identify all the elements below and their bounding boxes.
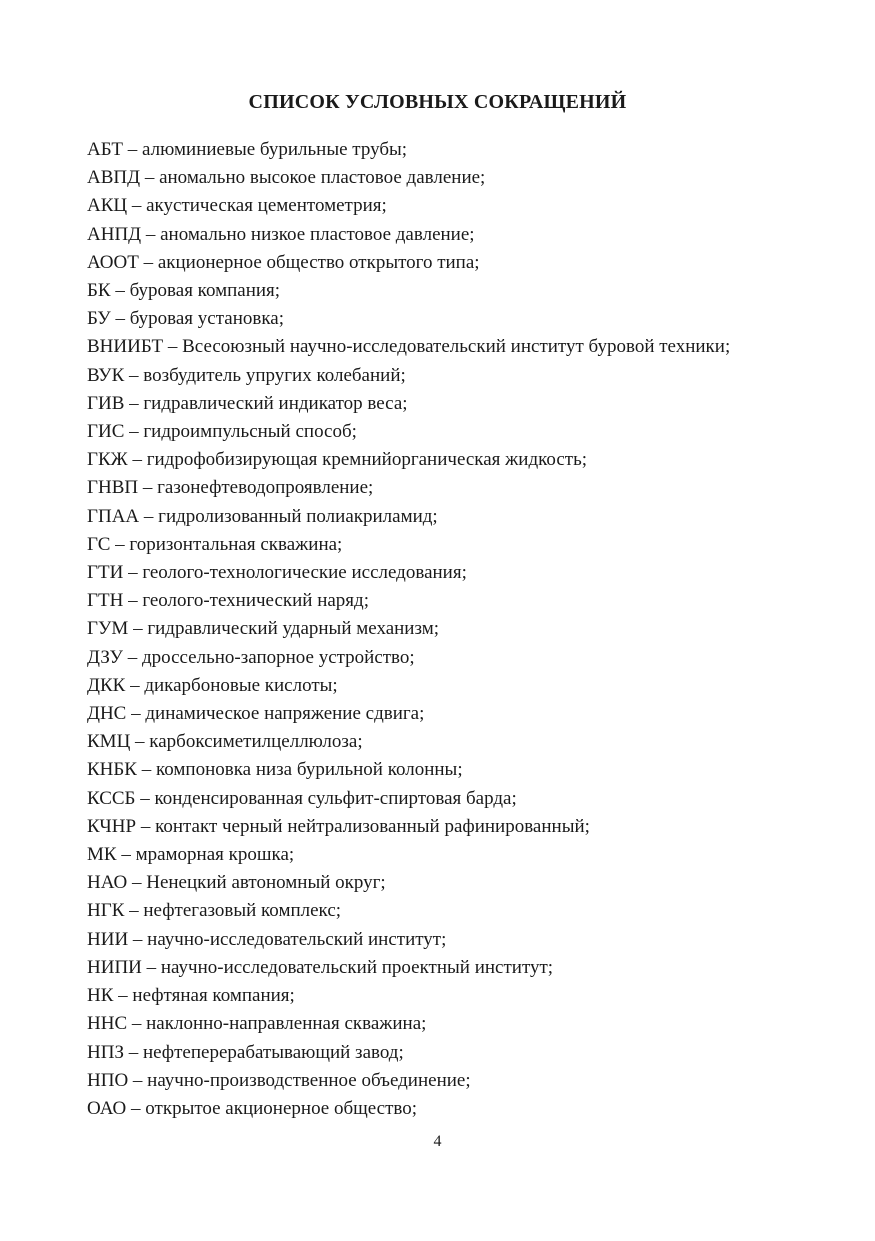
abbreviation-entry xyxy=(87,672,730,700)
abbreviation-definition: гидроимпульсный способ; xyxy=(143,421,357,443)
abbreviation-separator: – xyxy=(127,1013,147,1035)
abbreviation-separator: – xyxy=(128,1069,148,1091)
abbreviation-entry xyxy=(87,897,730,925)
abbreviation-definition: аномально низкое пластовое давление; xyxy=(160,223,475,245)
abbreviation-term: НПО xyxy=(87,1069,129,1091)
abbreviation-term: КССБ xyxy=(87,787,136,809)
abbreviation-term: ГПАА xyxy=(87,505,140,527)
abbreviation-term: НАО xyxy=(87,872,128,894)
abbreviation-term: ГТИ xyxy=(87,562,124,584)
abbreviation-separator: – xyxy=(124,421,144,443)
abbreviation-separator: – xyxy=(163,336,183,358)
abbreviation-entry xyxy=(87,362,730,390)
abbreviation-entry xyxy=(87,164,730,192)
abbreviation-term: ГКЖ xyxy=(87,449,128,471)
abbreviation-entry xyxy=(87,1095,730,1123)
abbreviation-entry xyxy=(87,559,730,587)
abbreviation-definition: буровая установка; xyxy=(129,308,284,330)
abbreviation-term: АНПД xyxy=(87,223,142,245)
abbreviation-definition: дикарбоновые кислоты; xyxy=(144,674,338,696)
abbreviation-separator: – xyxy=(127,449,147,471)
abbreviation-entry xyxy=(87,587,730,615)
abbreviation-separator: – xyxy=(127,872,147,894)
abbreviation-entry xyxy=(87,305,730,333)
abbreviation-separator: – xyxy=(136,815,156,837)
abbreviation-definition: нефтяная компания; xyxy=(132,985,295,1007)
abbreviation-definition: акустическая цементометрия; xyxy=(146,195,387,217)
abbreviation-entry xyxy=(87,954,730,982)
abbreviation-entry xyxy=(87,418,730,446)
abbreviation-separator: – xyxy=(128,928,148,950)
abbreviation-definition: Всесоюзный научно-исследовательский институт буровой техники; xyxy=(182,336,731,358)
abbreviation-definition: нефтегазовый комплекс; xyxy=(143,900,342,922)
abbreviation-separator: – xyxy=(135,787,155,809)
abbreviation-definition: Ненецкий автономный округ; xyxy=(146,872,386,894)
abbreviation-definition: горизонтальная скважина; xyxy=(129,533,343,555)
abbreviation-definition: гидрофобизирующая кремнийорганическая жидкость; xyxy=(146,449,588,471)
abbreviation-separator: – xyxy=(123,590,143,612)
abbreviation-definition: нефтеперерабатывающий завод; xyxy=(142,1041,404,1063)
abbreviation-entry xyxy=(87,136,730,164)
abbreviation-definition: алюминиевые бурильные трубы; xyxy=(142,139,408,160)
abbreviation-separator: – xyxy=(141,956,161,978)
page-number: 4 xyxy=(433,1133,442,1150)
abbreviation-separator: – xyxy=(130,731,150,753)
abbreviation-entry xyxy=(87,249,730,277)
abbreviation-separator: – xyxy=(128,618,148,640)
abbreviation-entry xyxy=(87,1067,730,1095)
abbreviation-entry xyxy=(87,785,730,813)
abbreviation-separator: – xyxy=(123,562,143,584)
abbreviation-term: НК xyxy=(87,985,114,1007)
abbreviation-entry xyxy=(87,531,730,559)
abbreviation-separator: – xyxy=(138,477,158,499)
abbreviation-term: ДЗУ xyxy=(87,646,123,668)
abbreviation-definition: аномально высокое пластовое давление; xyxy=(159,167,486,189)
abbreviation-separator: – xyxy=(141,223,161,245)
abbreviation-entry xyxy=(87,756,730,784)
abbreviation-entry xyxy=(87,446,730,474)
abbreviation-separator: – xyxy=(136,759,156,781)
abbreviation-term: НИПИ xyxy=(87,956,142,978)
abbreviation-entry xyxy=(87,192,730,220)
abbreviation-term: АООТ xyxy=(87,251,139,273)
abbreviation-entry xyxy=(87,728,730,756)
abbreviation-definition: динамическое напряжение сдвига; xyxy=(145,703,425,725)
abbreviation-definition: геолого-технологические исследования; xyxy=(142,562,467,584)
abbreviation-separator: – xyxy=(113,985,133,1007)
abbreviation-definition: открытое акционерное общество; xyxy=(145,1097,418,1119)
abbreviation-separator: – xyxy=(122,646,142,668)
abbreviation-term: ГУМ xyxy=(87,618,129,640)
abbreviation-entry xyxy=(87,1010,730,1038)
abbreviation-separator: – xyxy=(124,364,144,386)
abbreviation-separator: – xyxy=(127,195,147,217)
abbreviation-entry xyxy=(87,390,730,418)
abbreviation-entry xyxy=(87,277,730,305)
abbreviation-separator: – xyxy=(126,703,146,725)
abbreviation-definition: карбоксиметилцеллюлоза; xyxy=(149,731,363,753)
abbreviation-term: КМЦ xyxy=(87,731,131,753)
abbreviation-term: МК xyxy=(87,844,117,866)
abbreviation-separator: – xyxy=(116,844,136,866)
abbreviation-entry xyxy=(87,221,730,249)
abbreviation-definition: научно-исследовательский институт; xyxy=(147,928,447,950)
abbreviation-term: ОАО xyxy=(87,1097,127,1119)
abbreviation-entry xyxy=(87,333,730,361)
abbreviation-term: ДНС xyxy=(87,703,127,725)
abbreviation-definition: буровая компания; xyxy=(129,280,281,302)
abbreviation-entry xyxy=(87,982,730,1010)
abbreviation-definition: гидролизованный полиакриламид; xyxy=(158,505,438,527)
abbreviation-term: ГИС xyxy=(87,421,125,443)
abbreviation-term: ДКК xyxy=(87,674,126,696)
abbreviation-term: ВНИИБТ xyxy=(87,336,164,358)
abbreviation-entry xyxy=(87,700,730,728)
abbreviation-term: ГНВП xyxy=(87,477,139,499)
abbreviation-term: КНБК xyxy=(87,759,137,781)
abbreviation-definition: научно-производственное объединение; xyxy=(147,1069,471,1091)
abbreviation-entry xyxy=(87,926,730,954)
abbreviation-term: НГК xyxy=(87,900,125,922)
abbreviation-separator: – xyxy=(124,900,144,922)
abbreviation-entry xyxy=(87,474,730,502)
abbreviation-term: БУ xyxy=(87,308,111,330)
abbreviation-separator: – xyxy=(124,392,144,414)
abbreviation-term: ГС xyxy=(87,533,111,555)
abbreviation-entry xyxy=(87,1039,730,1067)
abbreviation-separator: – xyxy=(140,167,160,189)
abbreviation-definition: мраморная крошка; xyxy=(135,844,295,866)
abbreviation-definition: контакт черный нейтрализованный рафинированный; xyxy=(155,815,590,837)
abbreviation-definition: компоновка низа бурильной колонны; xyxy=(155,759,463,781)
abbreviation-definition: возбудитель упругих колебаний; xyxy=(143,364,406,386)
abbreviation-separator: – xyxy=(110,280,130,302)
abbreviation-definition: конденсированная сульфит-спиртовая барда; xyxy=(154,787,517,809)
abbreviation-definition: акционерное общество открытого типа; xyxy=(157,251,480,273)
abbreviation-definition: научно-исследовательский проектный институт; xyxy=(160,956,554,978)
abbreviation-definition: гидравлический ударный механизм; xyxy=(147,618,440,640)
abbreviation-definition: газонефтеводопроявление; xyxy=(157,477,374,499)
abbreviation-separator: – xyxy=(123,139,142,160)
abbreviation-list xyxy=(87,136,730,1123)
abbreviation-term: НИИ xyxy=(87,928,129,950)
abbreviation-term: АВПД xyxy=(87,167,141,189)
abbreviation-term: БК xyxy=(87,280,111,302)
abbreviation-term: КЧНР xyxy=(87,815,137,837)
abbreviation-entry xyxy=(87,615,730,643)
abbreviation-separator: – xyxy=(139,505,159,527)
abbreviation-term: ГТН xyxy=(87,590,124,612)
abbreviation-term: ГИВ xyxy=(87,392,125,414)
abbreviation-definition: геолого-технический наряд; xyxy=(142,590,369,612)
abbreviation-entry xyxy=(87,644,730,672)
abbreviation-separator: – xyxy=(123,1041,143,1063)
abbreviation-definition: дроссельно-запорное устройство; xyxy=(141,646,415,668)
abbreviation-separator: – xyxy=(138,251,158,273)
abbreviation-entry xyxy=(87,503,730,531)
abbreviation-separator: – xyxy=(110,308,130,330)
abbreviation-entry xyxy=(87,813,730,841)
abbreviation-term: АБТ xyxy=(87,139,123,160)
page-title: СПИСОК УСЛОВНЫХ СОКРАЩЕНИЙ xyxy=(248,91,627,114)
abbreviation-separator: – xyxy=(110,533,130,555)
abbreviation-term: НПЗ xyxy=(87,1041,124,1063)
abbreviation-definition: гидравлический индикатор веса; xyxy=(143,392,408,414)
abbreviation-term: ННС xyxy=(87,1013,128,1035)
abbreviation-term: АКЦ xyxy=(87,195,128,217)
abbreviation-separator: – xyxy=(126,1097,146,1119)
abbreviation-separator: – xyxy=(125,674,145,696)
abbreviation-definition: наклонно-направленная скважина; xyxy=(146,1013,427,1035)
abbreviation-entry xyxy=(87,869,730,897)
abbreviation-term: ВУК xyxy=(87,364,125,386)
abbreviation-entry xyxy=(87,841,730,869)
